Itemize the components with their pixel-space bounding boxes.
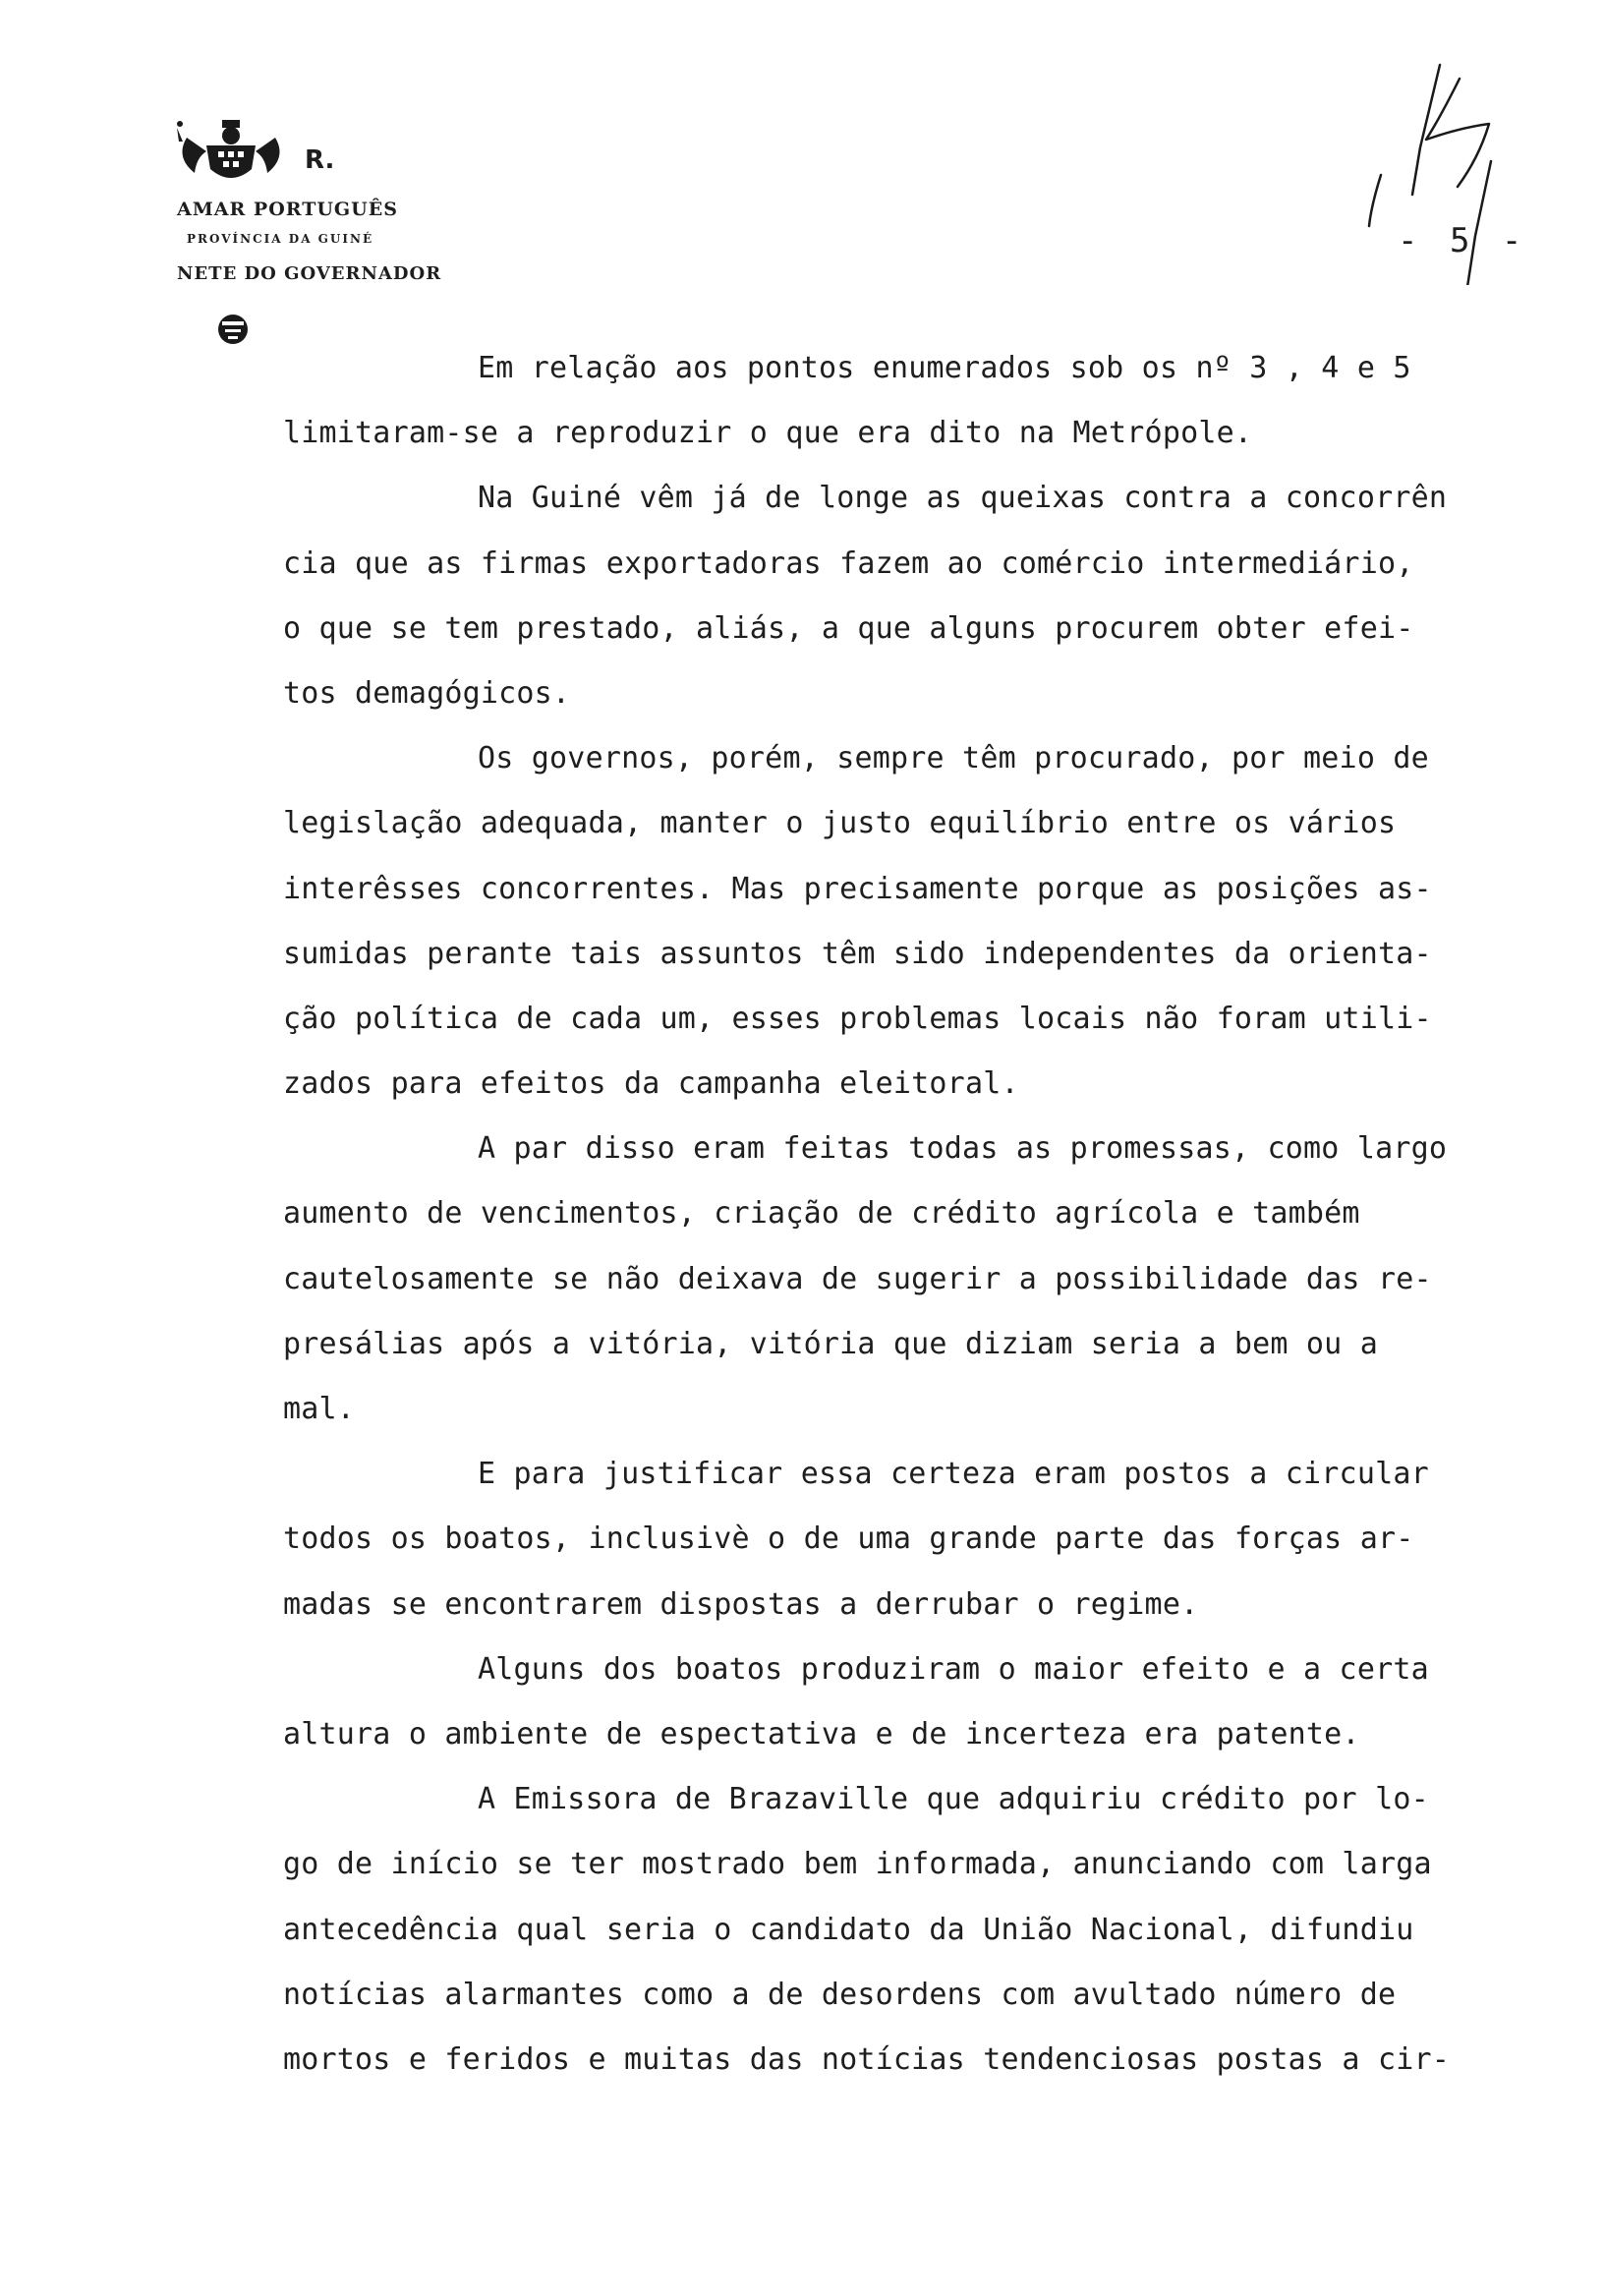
- stamp-mark-icon: [216, 313, 250, 346]
- text-line: presálias após a vitória, vitória que diziam seria a bem ou a: [283, 1326, 1378, 1361]
- text-line: mortos e feridos e muitas das notícias tendenciosas postas a cir-: [283, 2041, 1450, 2077]
- text-line: legislação adequada, manter o justo equilíbrio entre os vários: [283, 806, 1397, 841]
- text-line: limitaram-se a reproduzir o que era dito na Metrópole.: [283, 416, 1253, 451]
- text-line: mal.: [283, 1392, 356, 1426]
- coat-of-arms-icon: [167, 108, 295, 197]
- text-line: cautelosamente se não deixava de sugerir a possibilidade das re-: [283, 1261, 1432, 1296]
- text-line: madas se encontrarem dispostas a derrubar o regime.: [283, 1586, 1199, 1622]
- letterhead-line-1: AMAR PORTUGUÊS: [177, 199, 398, 220]
- text-line: sumidas perante tais assuntos têm sido independentes da orienta-: [283, 936, 1432, 971]
- text-line: altura o ambiente de espectativa e de incerteza era patente.: [283, 1716, 1360, 1751]
- text-line: Na Guiné vêm já de longe as queixas contra a concorrên: [478, 481, 1448, 516]
- text-line: Em relação aos pontos enumerados sob os nº 3 , 4 e 5: [478, 351, 1411, 385]
- text-line: antecedência qual seria o candidato da União Nacional, difundiu: [283, 1912, 1414, 1947]
- letterhead-line-3: NETE DO GOVERNADOR: [177, 263, 442, 284]
- text-line: E para justificar essa certeza eram postos a circular: [478, 1457, 1429, 1492]
- text-line: Alguns dos boatos produziram o maior efeito e a certa: [478, 1651, 1429, 1687]
- text-line: tos demagógicos.: [283, 675, 571, 711]
- text-line: cia que as firmas exportadoras fazem ao comércio intermediário,: [283, 545, 1414, 581]
- text-line: ção política de cada um, esses problemas locais não foram utili-: [283, 1001, 1432, 1036]
- text-line: o que se tem prestado, aliás, a que alguns procurem obter efei-: [283, 610, 1414, 646]
- text-line: notícias alarmantes como a de desordens com avultado número de: [283, 1977, 1397, 2012]
- text-line: go de início se ter mostrado bem informada, anunciando com larga: [283, 1847, 1432, 1882]
- letterhead-initial: R.: [305, 145, 335, 175]
- letter-body: [283, 336, 1531, 2093]
- text-line: todos os boatos, inclusivè o de uma grande parte das forças ar-: [283, 1521, 1414, 1557]
- text-line: Os governos, porém, sempre têm procurado, por meio de: [478, 741, 1429, 776]
- text-line: A par disso eram feitas todas as promessas, como largo: [478, 1131, 1448, 1167]
- text-line: A Emissora de Brazaville que adquiriu crédito por lo-: [478, 1782, 1429, 1817]
- page-number: - 5 -: [1398, 221, 1528, 260]
- text-line: interêsses concorrentes. Mas precisamente porque as posições as-: [283, 871, 1432, 906]
- letterhead-line-2: PROVÍNCIA DA GUINÉ: [187, 232, 374, 246]
- text-line: zados para efeitos da campanha eleitoral.: [283, 1066, 1019, 1102]
- text-line: aumento de vencimentos, criação de crédito agrícola e também: [283, 1196, 1360, 1232]
